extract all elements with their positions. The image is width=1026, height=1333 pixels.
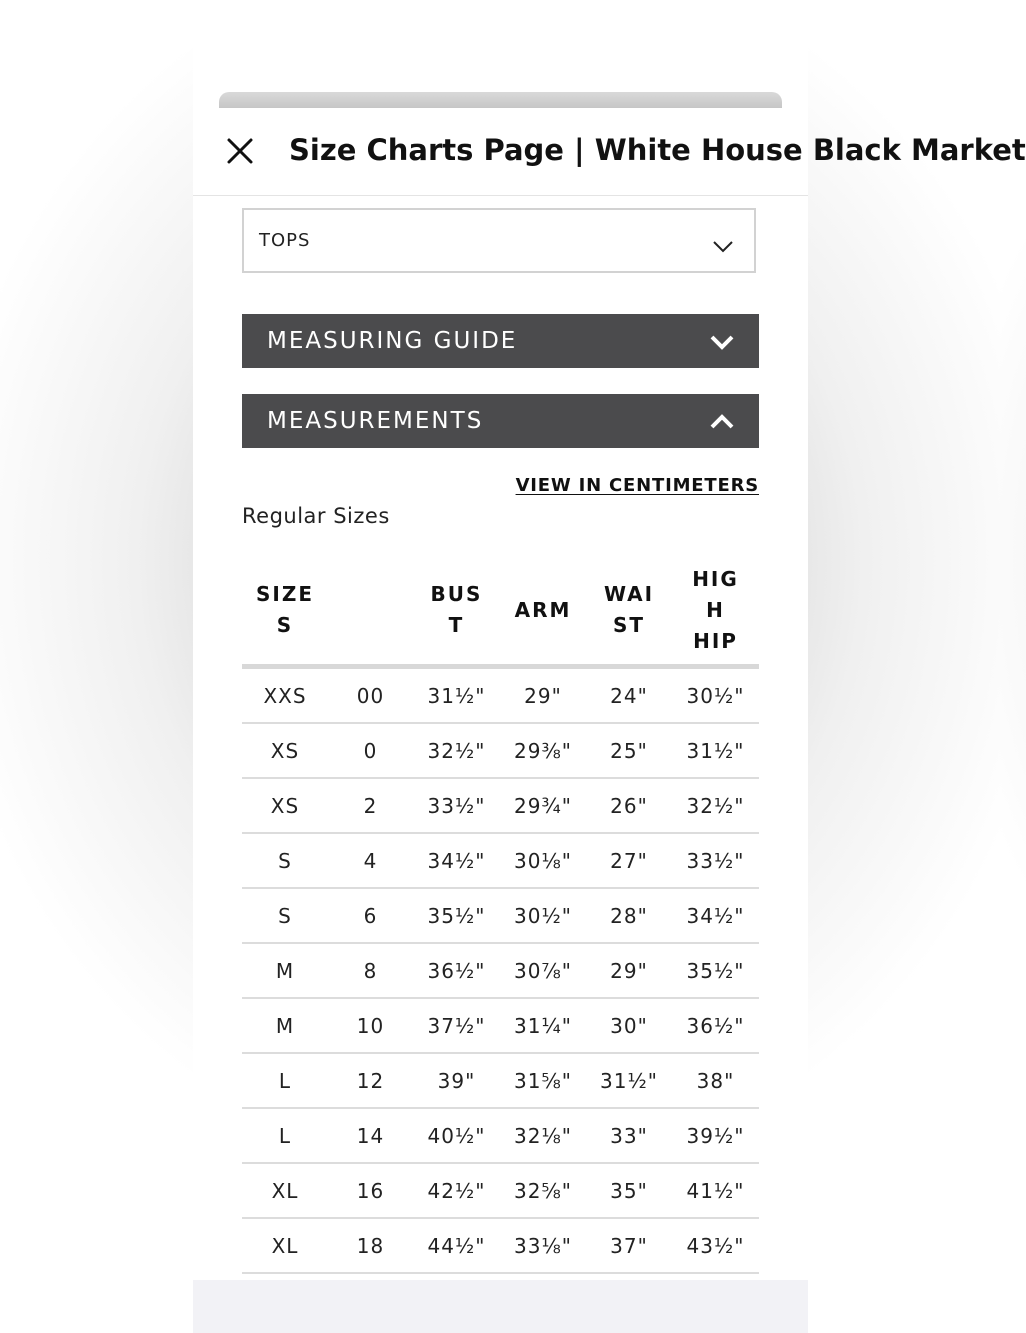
table-cell: 33" xyxy=(586,1108,672,1163)
column-header xyxy=(586,556,672,667)
table-cell: XXS xyxy=(242,667,328,724)
table-cell: M xyxy=(242,998,328,1053)
table-cell: 31⅝" xyxy=(500,1053,586,1108)
regular-sizes-label: Regular Sizes xyxy=(242,504,390,528)
table-cell: 8 xyxy=(328,943,413,998)
table-row xyxy=(242,723,759,778)
category-select-value: TOPS xyxy=(259,230,311,251)
table-cell: 30½" xyxy=(672,667,759,724)
column-header-line: H xyxy=(706,597,725,622)
table-row xyxy=(242,1053,759,1108)
view-in-centimeters-link[interactable]: VIEW IN CENTIMETERS xyxy=(515,475,759,496)
table-cell: 18 xyxy=(328,1218,413,1273)
table-cell: 31½" xyxy=(672,723,759,778)
bottom-safe-area xyxy=(193,1280,808,1333)
table-row xyxy=(242,667,759,724)
sheet-header xyxy=(193,108,1026,196)
table-cell: 39½" xyxy=(672,1108,759,1163)
table-cell: 37" xyxy=(586,1218,672,1273)
table-cell: XL xyxy=(242,1163,328,1218)
column-header-line: HIG xyxy=(692,566,739,591)
table-cell: 24" xyxy=(586,667,672,724)
column-header-line: S xyxy=(276,613,294,637)
table-cell: 36½" xyxy=(672,998,759,1053)
table-cell: 35" xyxy=(586,1163,672,1218)
table-cell: 30⅛" xyxy=(500,833,586,888)
column-header xyxy=(500,556,586,667)
table-cell: 39" xyxy=(413,1053,500,1108)
table-cell: 43½" xyxy=(672,1218,759,1273)
table-cell: 10 xyxy=(328,998,413,1053)
table-cell: 16 xyxy=(328,1163,413,1218)
table-cell: 30½" xyxy=(500,888,586,943)
measuring-guide-label: MEASURING GUIDE xyxy=(267,328,518,354)
column-header xyxy=(242,556,328,667)
table-row xyxy=(242,778,759,833)
table-cell: 12 xyxy=(328,1053,413,1108)
table-cell: 35½" xyxy=(672,943,759,998)
table-cell: 14 xyxy=(328,1108,413,1163)
table-cell: 32⅛" xyxy=(500,1108,586,1163)
table-cell: 34½" xyxy=(413,833,500,888)
table-body xyxy=(242,667,759,1274)
table-cell: 42½" xyxy=(413,1163,500,1218)
table-row xyxy=(242,998,759,1053)
page-title: Size Charts Page | White House Black Market xyxy=(289,133,1026,167)
table-cell: XL xyxy=(242,1218,328,1273)
measurements-accordion[interactable] xyxy=(242,394,759,448)
table-row xyxy=(242,943,759,998)
table-cell: 33½" xyxy=(413,778,500,833)
table-cell: 4 xyxy=(328,833,413,888)
table-cell: 25" xyxy=(586,723,672,778)
column-header-line: SIZE xyxy=(255,582,314,606)
table-cell: L xyxy=(242,1053,328,1108)
table-cell: L xyxy=(242,1108,328,1163)
table-cell: 33½" xyxy=(672,833,759,888)
chevron-down-icon xyxy=(709,334,735,350)
measurements-label: MEASUREMENTS xyxy=(267,408,484,434)
table-cell: 36½" xyxy=(413,943,500,998)
table-cell: 35½" xyxy=(413,888,500,943)
table-cell: 40½" xyxy=(413,1108,500,1163)
table-cell: 31¼" xyxy=(500,998,586,1053)
table-cell: 26" xyxy=(586,778,672,833)
column-header xyxy=(672,556,759,667)
table-header-row xyxy=(242,556,759,667)
table-cell: 2 xyxy=(328,778,413,833)
table-row xyxy=(242,888,759,943)
table-cell: 30⅞" xyxy=(500,943,586,998)
table-cell: 0 xyxy=(328,723,413,778)
column-header-line: WAI xyxy=(603,582,655,606)
table-cell: 29¾" xyxy=(500,778,586,833)
table-cell: 41½" xyxy=(672,1163,759,1218)
column-header xyxy=(328,556,413,667)
category-select[interactable] xyxy=(242,208,756,273)
table-cell: XS xyxy=(242,723,328,778)
table-cell: 28" xyxy=(586,888,672,943)
table-cell: 33⅛" xyxy=(500,1218,586,1273)
table-cell: S xyxy=(242,888,328,943)
size-chart-sheet xyxy=(193,0,1026,1280)
table-cell: 31½" xyxy=(413,667,500,724)
sheet-grab-handle[interactable] xyxy=(219,92,782,108)
table-cell: 00 xyxy=(328,667,413,724)
size-table xyxy=(242,556,759,1274)
column-header-line: ARM xyxy=(514,597,572,622)
table-cell: 44½" xyxy=(413,1218,500,1273)
table-cell: M xyxy=(242,943,328,998)
table-row xyxy=(242,1218,759,1273)
table-cell: 32½" xyxy=(413,723,500,778)
table-cell: 31½" xyxy=(586,1053,672,1108)
table-cell: 29" xyxy=(500,667,586,724)
table-cell: 29" xyxy=(586,943,672,998)
table-cell: 32½" xyxy=(672,778,759,833)
close-button[interactable] xyxy=(223,134,257,168)
table-cell: 27" xyxy=(586,833,672,888)
table-cell: S xyxy=(242,833,328,888)
column-header-line: BUS xyxy=(430,582,483,606)
close-icon xyxy=(223,134,257,168)
measuring-guide-accordion[interactable] xyxy=(242,314,759,368)
table-row xyxy=(242,1163,759,1218)
table-cell: 29⅜" xyxy=(500,723,586,778)
table-cell: 30" xyxy=(586,998,672,1053)
table-cell: 38" xyxy=(672,1053,759,1108)
table-cell: 34½" xyxy=(672,888,759,943)
table-cell: 6 xyxy=(328,888,413,943)
chevron-down-icon xyxy=(712,240,734,254)
column-header-line: HIP xyxy=(693,628,738,653)
chevron-up-icon xyxy=(709,414,735,430)
table-cell: 37½" xyxy=(413,998,500,1053)
column-header xyxy=(413,556,500,667)
column-header-line: T xyxy=(448,613,465,637)
table-cell: XS xyxy=(242,778,328,833)
table-row xyxy=(242,1108,759,1163)
table-cell: 32⅝" xyxy=(500,1163,586,1218)
table-row xyxy=(242,833,759,888)
column-header-line: ST xyxy=(612,613,646,637)
